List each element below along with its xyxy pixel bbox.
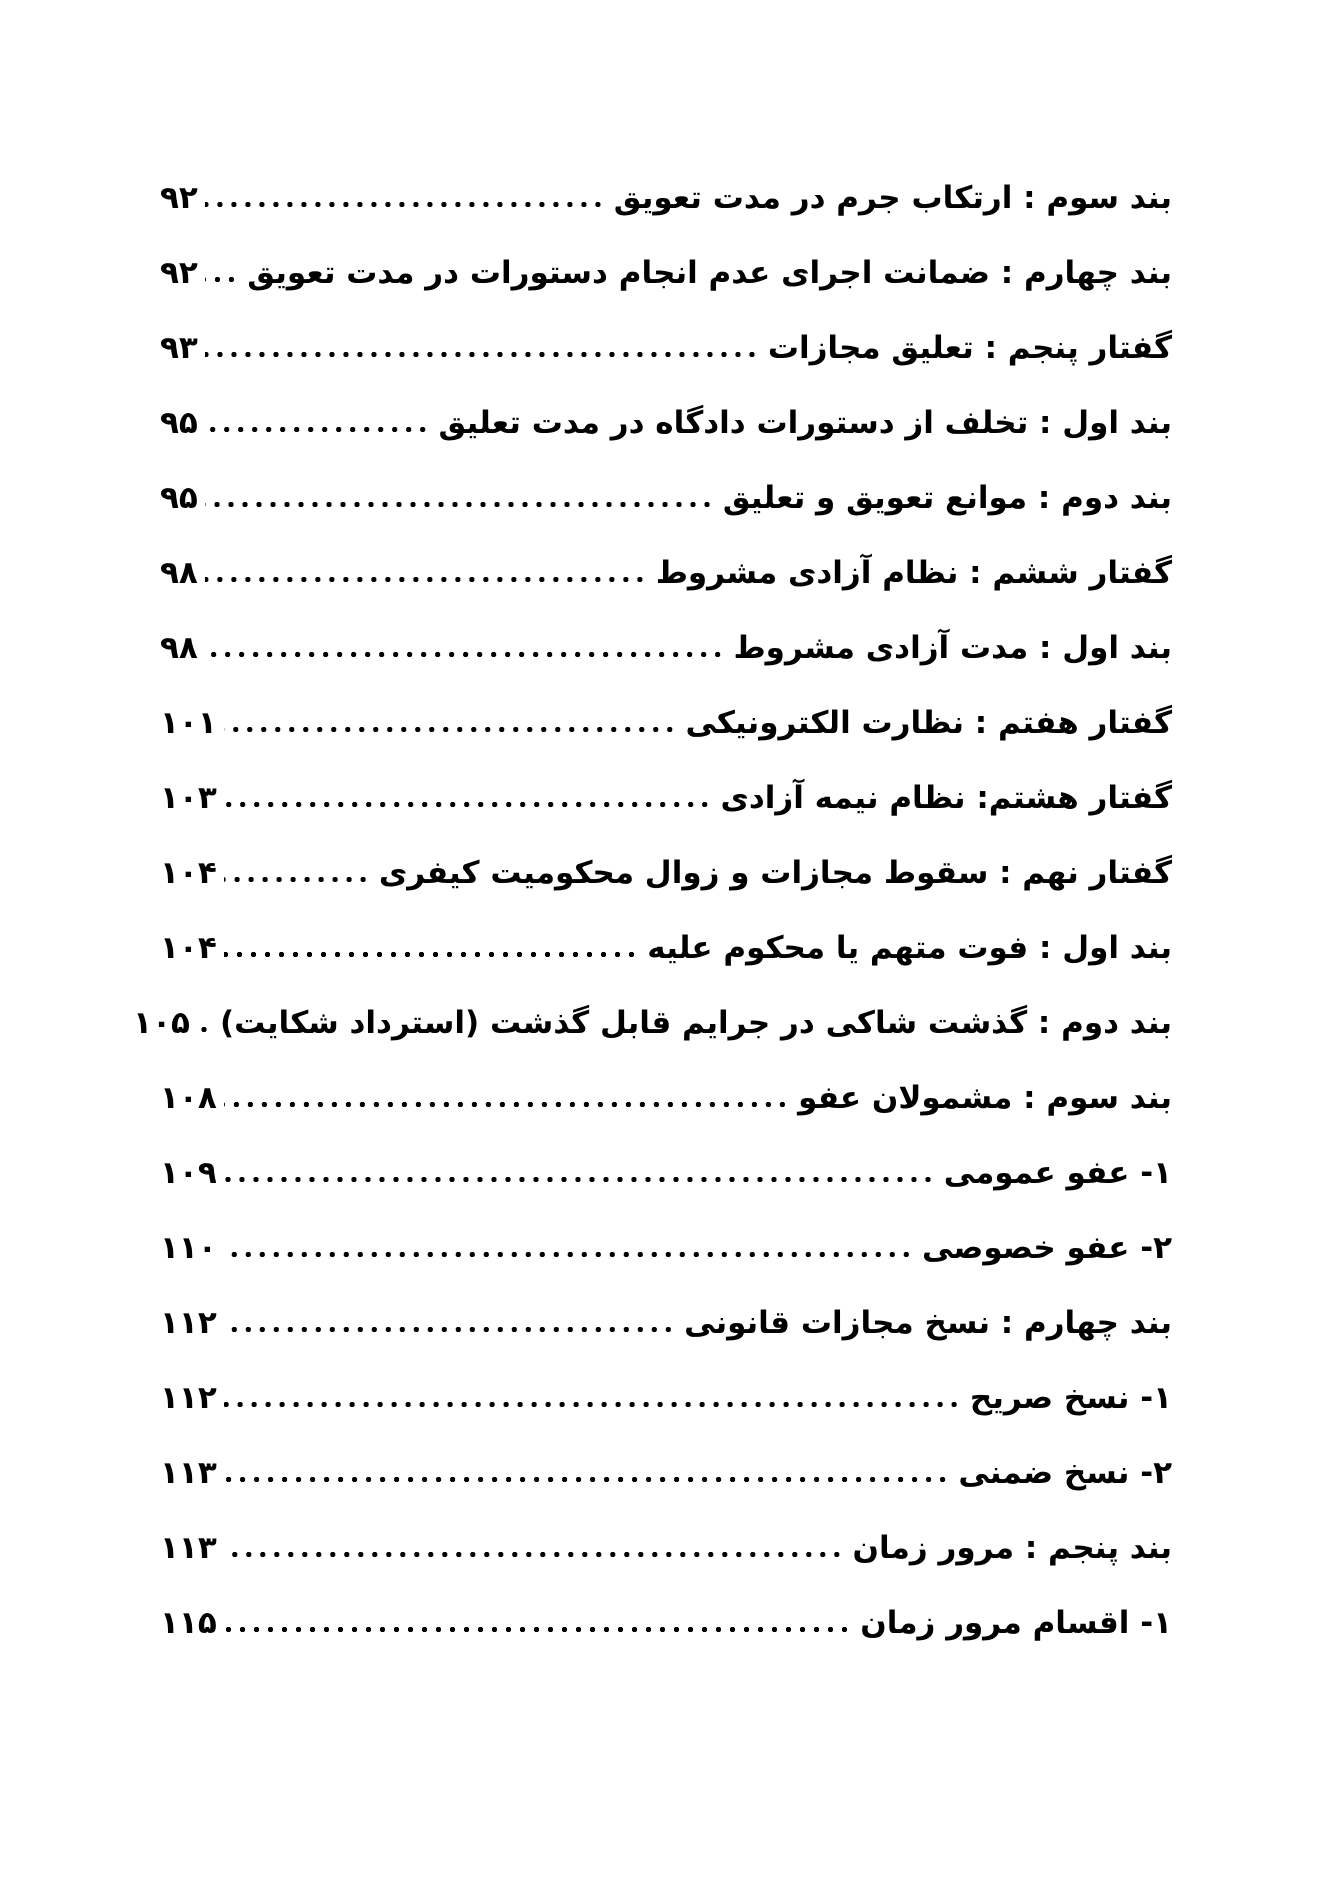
toc-entry-page-number: ۱۰۸ <box>160 1080 217 1116</box>
dotted-leader <box>224 1476 950 1483</box>
toc-entry <box>160 825 1172 900</box>
toc-entry <box>160 900 1172 975</box>
dotted-leader <box>224 1551 844 1558</box>
toc-entry-page-number: ۱۰۳ <box>160 780 217 816</box>
toc-entry <box>160 600 1172 675</box>
toc-entry-label: بند اول : مدت آزادی مشروط <box>733 630 1172 666</box>
toc-entry-page-number: ۱۰۵ <box>133 1005 190 1041</box>
toc-entry-label: گفتار پنجم : تعلیق مجازات <box>767 330 1172 366</box>
toc-entry <box>160 675 1172 750</box>
toc-entry-label: بند سوم : ارتکاب جرم در مدت تعویق <box>613 180 1172 216</box>
toc-entry <box>133 975 1172 1050</box>
toc-entry <box>160 1425 1172 1500</box>
toc-entry <box>160 750 1172 825</box>
toc-entry-page-number: ۹۲ <box>160 255 198 291</box>
toc-entry <box>160 300 1172 375</box>
toc-entry-page-number: ۱۰۴ <box>160 855 217 891</box>
toc-entry-page-number: ۱۰۹ <box>160 1155 217 1191</box>
dotted-leader <box>197 1026 211 1033</box>
toc-entry-label: گفتار هفتم : نظارت الکترونیکی <box>685 705 1172 741</box>
toc-entry-label: ۲- عفو خصوصی <box>922 1230 1172 1266</box>
dotted-leader <box>205 201 605 208</box>
toc-entry-page-number: ۹۸ <box>160 630 198 666</box>
toc-entry <box>160 1200 1172 1275</box>
toc-entry-page-number: ۱۱۲ <box>160 1380 217 1416</box>
dotted-leader <box>224 1626 852 1633</box>
toc-entry <box>160 225 1172 300</box>
toc-entry-label: بند اول : فوت متهم یا محکوم علیه <box>647 930 1172 966</box>
toc-entry-label: گفتار نهم : سقوط مجازات و زوال محکومیت کیفری <box>378 855 1172 891</box>
toc-entry <box>160 150 1172 225</box>
toc-entry-label: ۱- عفو عمومی <box>943 1155 1172 1191</box>
toc-entry <box>160 1575 1172 1650</box>
toc-entry <box>160 450 1172 525</box>
toc-entry-page-number: ۱۰۱ <box>160 705 217 741</box>
dotted-leader <box>205 651 725 658</box>
dotted-leader <box>224 951 639 958</box>
toc-entry-label: ۱- نسخ صریح <box>969 1380 1172 1416</box>
toc-entry-label: گفتار ششم : نظام آزادی مشروط <box>655 555 1172 591</box>
toc-entry-label: بند چهارم : ضمانت اجرای عدم انجام دستورات در مدت تعویق <box>247 255 1172 291</box>
toc-entry-label: بند چهارم : نسخ مجازات قانونی <box>684 1305 1172 1341</box>
toc-entry-page-number: ۹۵ <box>160 480 198 516</box>
toc-entry <box>160 1350 1172 1425</box>
toc-entry-label: بند اول : تخلف از دستورات دادگاه در مدت تعلیق <box>438 405 1172 441</box>
toc-entry <box>160 525 1172 600</box>
dotted-leader <box>224 1176 935 1183</box>
dotted-leader <box>205 501 714 508</box>
dotted-leader <box>205 351 759 358</box>
table-of-contents <box>133 150 1172 1650</box>
dotted-leader <box>205 576 647 583</box>
dotted-leader <box>224 1401 961 1408</box>
toc-entry <box>160 1275 1172 1350</box>
toc-entry <box>160 1125 1172 1200</box>
toc-entry-label: گفتار هشتم: نظام نیمه آزادی <box>720 780 1172 816</box>
toc-entry <box>160 375 1172 450</box>
toc-entry-label: بند دوم : گذشت شاکی در جرایم قابل گذشت (استرداد شکایت) <box>219 1005 1172 1041</box>
toc-entry <box>160 1050 1172 1125</box>
toc-entry-page-number: ۹۲ <box>160 180 198 216</box>
toc-entry-label: بند دوم : موانع تعویق و تعلیق <box>722 480 1172 516</box>
dotted-leader <box>205 276 238 283</box>
toc-entry-label: بند سوم : مشمولان عفو <box>798 1080 1172 1116</box>
dotted-leader <box>224 876 370 883</box>
toc-entry-label: ۱- اقسام مرور زمان <box>860 1605 1172 1641</box>
toc-entry-page-number: ۹۳ <box>160 330 198 366</box>
toc-entry-page-number: ۱۱۰ <box>160 1230 217 1266</box>
toc-entry-page-number: ۹۵ <box>160 405 198 441</box>
dotted-leader <box>205 426 430 433</box>
toc-entry-page-number: ۱۱۲ <box>160 1305 217 1341</box>
dotted-leader <box>224 1101 789 1108</box>
dotted-leader <box>224 1251 913 1258</box>
toc-entry-page-number: ۱۱۳ <box>160 1455 217 1491</box>
dotted-leader <box>224 801 712 808</box>
toc-entry-page-number: ۱۱۳ <box>160 1530 217 1566</box>
dotted-leader <box>224 726 677 733</box>
toc-entry-label: ۲- نسخ ضمنی <box>958 1455 1172 1491</box>
dotted-leader <box>224 1326 675 1333</box>
toc-entry-page-number: ۱۱۵ <box>160 1605 217 1641</box>
toc-entry-label: بند پنجم : مرور زمان <box>852 1530 1172 1566</box>
toc-entry-page-number: ۱۰۴ <box>160 930 217 966</box>
toc-entry <box>160 1500 1172 1575</box>
toc-entry-page-number: ۹۸ <box>160 555 198 591</box>
